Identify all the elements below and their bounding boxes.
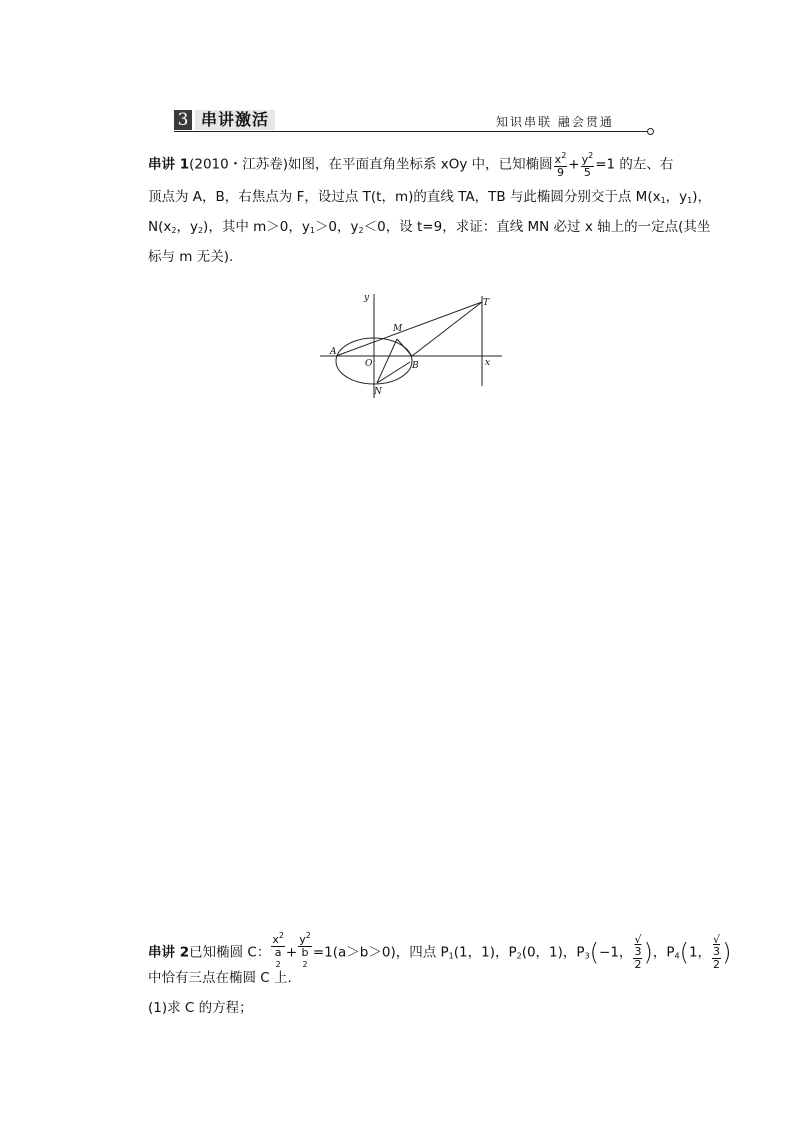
label-N: N (374, 387, 382, 397)
ellipse-figure (320, 286, 510, 398)
problem-2-question-1: (1)求 C 的方程； (148, 1000, 253, 1016)
label-T: T (483, 298, 490, 308)
label-y: y (364, 293, 370, 303)
label-O: O (365, 359, 373, 369)
problem-1-line-2: 顶点为 A，B，右焦点为 F，设过点 T(t，m)的直线 TA，TB 与此椭圆分别交于点 $M(x_1$，$y_1$)， (148, 189, 712, 205)
header-rule (174, 131, 648, 132)
problem-2-line-1: 串讲 2已知椭圆 C： $x^2$ a $^2$ + $y^2$ b $^2$ =1(a＞b＞0)，四点 $P_1(1$，1)，$P_2(0$，1)，$P_3(-1$， √ 3 2 )，$P_4(1$， √ 3 2 ) (148, 930, 731, 975)
problem-2-line-2: 中恰有三点在椭圆 C 上. (148, 970, 292, 986)
problem-1-label: 串讲 1 (148, 156, 190, 173)
fraction-sqrt3-over-2-a: √ 3 2 (634, 933, 642, 971)
problem-1-line-4: 标与 m 无关). (148, 249, 234, 265)
fraction-sqrt3-over-2-b: √ 3 2 (713, 933, 721, 971)
segment-MB (397, 339, 412, 356)
section-title: 串讲激活 (195, 110, 275, 130)
label-A: A (330, 347, 337, 357)
label-x: x (485, 358, 491, 368)
fraction-x2-over-9: $\frac{x^2}{9}$ (554, 151, 567, 179)
problem-1-text-tail: =1 的左、右 (595, 156, 674, 173)
section-number: 3 (174, 110, 192, 130)
problem-1-line-1 (148, 150, 673, 179)
fraction-y2-over-b2: $y^2$ b $^2$ (299, 931, 311, 969)
problem-2-label: 串讲 2 (148, 944, 190, 961)
problem-1-line-3: $N(x_2$，$y_2$)，其中 m＞0，$y_1>0$，$y_2<0$，设 t=9，求证：直线 MN 必过 x 轴上的一定点(其坐 (148, 219, 711, 235)
label-M: M (393, 324, 403, 334)
line-TB (412, 302, 482, 356)
section-subtitle: 知识串联 融会贯通 (496, 115, 614, 129)
label-B: B (412, 361, 419, 371)
line-TA (336, 302, 482, 356)
problem-1-source: (2010・江苏卷)如图，在平面直角坐标系 xOy 中，已知椭圆 (189, 156, 553, 173)
header-rule-end-dot (647, 128, 654, 135)
plus-sign: + (568, 156, 580, 173)
fraction-x2-over-a2: $x^2$ a $^2$ (272, 931, 284, 969)
fraction-y2-over-5: $\frac{y^2}{5}$ (581, 151, 594, 179)
